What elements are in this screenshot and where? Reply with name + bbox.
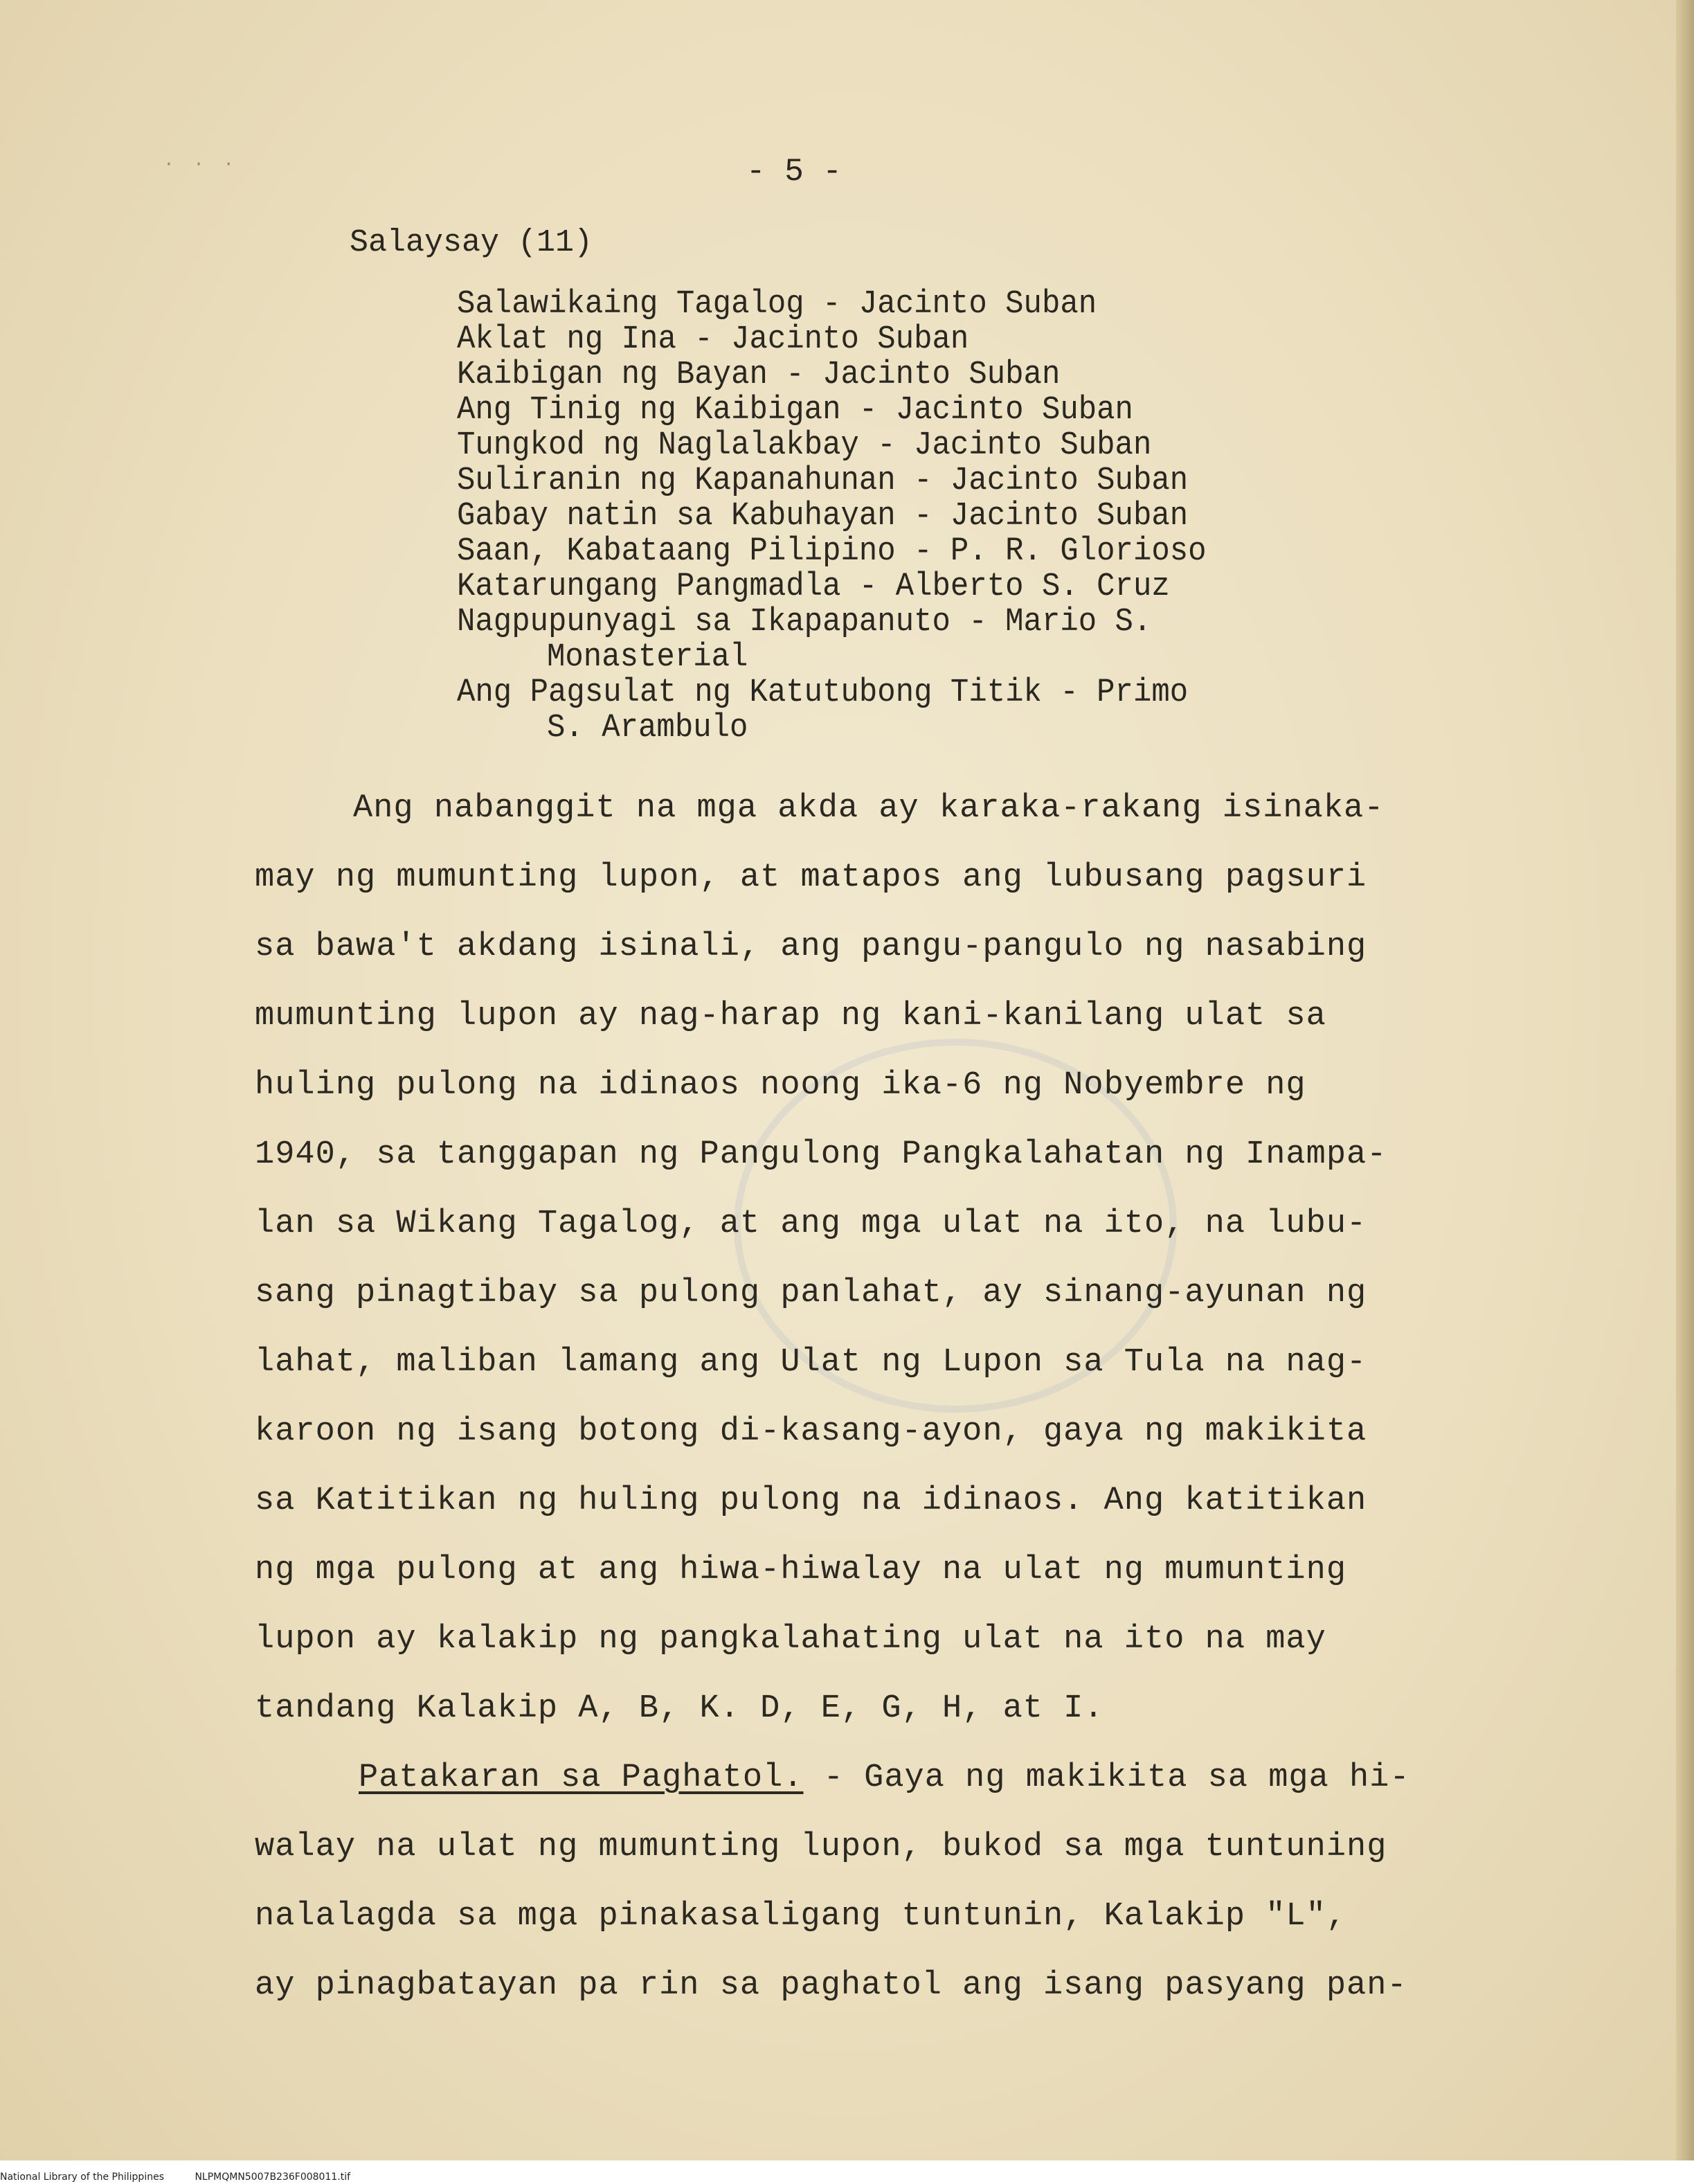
- paragraph-line: lahat, maliban lamang ang Ulat ng Lupon sa Tula na nag-: [255, 1344, 1367, 1381]
- paragraph-text: - Gaya ng makikita sa mga hi-: [803, 1760, 1410, 1796]
- paragraph-line: lan sa Wikang Tagalog, at ang mga ulat na ito, na lubu-: [255, 1206, 1367, 1242]
- subsection-heading: Patakaran sa Paghatol.: [359, 1760, 804, 1796]
- works-list: [457, 285, 1207, 744]
- list-item: Katarungang Pangmadla - Alberto S. Cruz: [457, 568, 1170, 605]
- list-item: Ang Pagsulat ng Katutubong Titik - Primo: [457, 674, 1189, 711]
- paper-edge: [1676, 0, 1694, 2184]
- body-text: [255, 774, 1410, 2021]
- paragraph-line: nalalagda sa mga pinakasaligang tuntunin, Kalakip "L",: [255, 1898, 1347, 1935]
- library-credit: National Library of the Philippines: [0, 2172, 164, 2183]
- list-item: Gabay natin sa Kabuhayan - Jacinto Suban: [457, 497, 1189, 535]
- list-item: Aklat ng Ina - Jacinto Suban: [457, 321, 969, 358]
- scan-footer: [0, 2172, 378, 2183]
- list-item: Suliranin ng Kapanahunan - Jacinto Suban: [457, 462, 1189, 499]
- section-heading: Salaysay (11): [350, 225, 593, 260]
- list-item: Saan, Kabataang Pilipino - P. R. Glorioso: [457, 532, 1207, 570]
- paragraph-line: karoon ng isang botong di-kasang-ayon, gaya ng makikita: [255, 1413, 1367, 1450]
- list-item: Kaibigan ng Bayan - Jacinto Suban: [457, 356, 1061, 393]
- page-number: - 5 -: [746, 154, 843, 190]
- ink-specks: · · ·: [163, 154, 239, 174]
- paragraph-line: tandang Kalakip A, B, K. D, E, G, H, at I.: [255, 1690, 1104, 1727]
- list-item: Salawikaing Tagalog - Jacinto Suban: [457, 285, 1097, 323]
- paragraph-line: huling pulong na idinaos noong ika-6 ng Nobyembre ng: [255, 1067, 1306, 1104]
- paragraph-line: sang pinagtibay sa pulong panlahat, ay sinang-ayunan ng: [255, 1275, 1367, 1312]
- paragraph-line: ng mga pulong at ang hiwa-hiwalay na ulat ng mumunting: [255, 1552, 1347, 1588]
- list-item: Tungkod ng Naglalakbay - Jacinto Suban: [457, 427, 1152, 464]
- file-name: NLPMQMN5007B236F008011.tif: [195, 2172, 351, 2183]
- list-item-continuation: Monasterial: [547, 638, 748, 676]
- paragraph-line: [255, 1744, 1410, 1813]
- paragraph-line: 1940, sa tanggapan ng Pangulong Pangkalahatan ng Inampa-: [255, 1136, 1387, 1173]
- list-item-continuation: S. Arambulo: [547, 709, 748, 746]
- paragraph-line: sa bawa't akdang isinali, ang pangu-pangulo ng nasabing: [255, 929, 1367, 965]
- paragraph-line: Ang nabanggit na mga akda ay karaka-rakang isinaka-: [353, 790, 1385, 827]
- paragraph-line: walay na ulat ng mumunting lupon, bukod sa mga tuntuning: [255, 1829, 1387, 1865]
- paragraph-line: ay pinagbatayan pa rin sa paghatol ang isang pasyang pan-: [255, 1967, 1407, 2004]
- paragraph-line: mumunting lupon ay nag-harap ng kani-kanilang ulat sa: [255, 998, 1326, 1035]
- list-item: Nagpupunyagi sa Ikapapanuto - Mario S.: [457, 603, 1152, 641]
- list-item: Ang Tinig ng Kaibigan - Jacinto Suban: [457, 391, 1133, 429]
- paragraph-line: sa Katitikan ng huling pulong na idinaos. Ang katitikan: [255, 1483, 1367, 1519]
- paragraph-line: may ng mumunting lupon, at matapos ang lubusang pagsuri: [255, 859, 1367, 896]
- paragraph-line: lupon ay kalakip ng pangkalahating ulat na ito na may: [255, 1621, 1326, 1658]
